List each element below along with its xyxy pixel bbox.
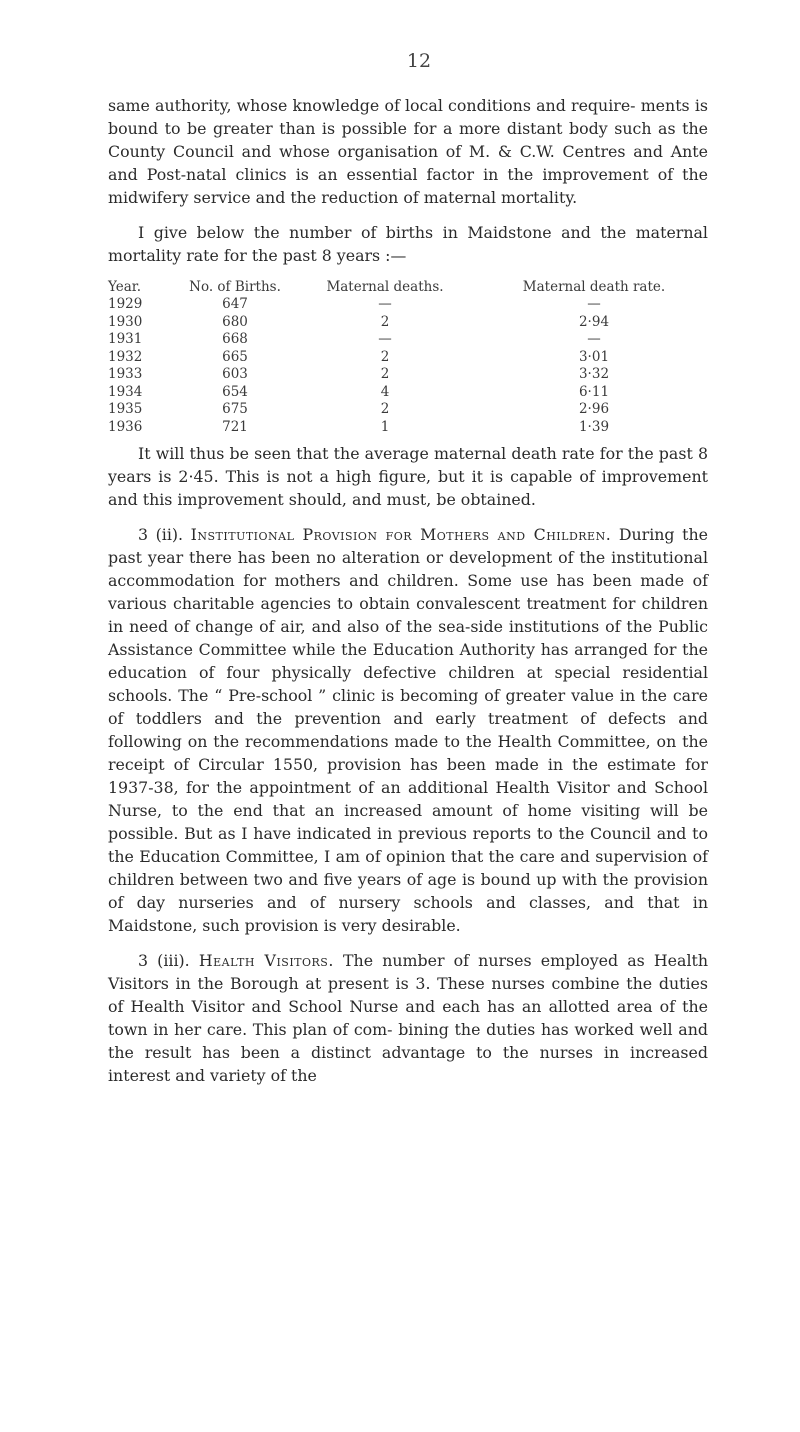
cell-rate: 3·32 bbox=[578, 366, 610, 382]
table-row bbox=[108, 401, 708, 419]
cell-deaths: 2 bbox=[380, 401, 390, 417]
section-3-ii-number: 3 (ii). bbox=[138, 525, 184, 544]
cell-year: 1934 bbox=[108, 383, 143, 400]
cell-births: 603 bbox=[222, 366, 248, 382]
paragraph-average-rate: It will thus be seen that the average maternal death rate for the past 8 years is 2·45. This is not a high figure, but it is capable of improvement and this improvement should, and must, be obtained. bbox=[108, 444, 708, 509]
table-row bbox=[108, 314, 708, 332]
cell-rate: 3·01 bbox=[578, 348, 610, 365]
cell-year: 1936 bbox=[108, 418, 143, 435]
cell-deaths: 2 bbox=[380, 313, 390, 330]
cell-year: 1929 bbox=[108, 296, 143, 312]
header-deaths: Maternal deaths. bbox=[326, 279, 444, 295]
section-3-iii-heading: Health Visitors. bbox=[198, 951, 334, 970]
section-3-iii-number: 3 (iii). bbox=[138, 951, 190, 970]
section-3-iii-body: The number of nurses employed as Health Visitors in the Borough at present is 3. These nurses combine the duties of Health Visitor and School Nurse and each has an allotted area of the town in her care. This plan of com- bining the duties has worked well and the result has been a distinct advantage to the nurses in increased interest and variety of the bbox=[108, 951, 709, 1085]
cell-deaths: — bbox=[378, 296, 392, 312]
table-row bbox=[108, 331, 708, 349]
cell-rate: — bbox=[587, 331, 601, 347]
cell-deaths: 2 bbox=[380, 366, 390, 382]
header-rate: Maternal death rate. bbox=[522, 279, 666, 295]
cell-year: 1930 bbox=[108, 313, 143, 330]
section-3-ii-body: During the past year there has been no alteration or development of the institutional accommodation for mothers and children. Some use has been made of various charitable agencies to obtain convalescent treatment for children in need of change of air, and also of the sea-side institutions of the Public Assistance Committee while the Education Authority has arranged for the education of four physically defective children at special residential schools. The “ Pre-school ” clinic is becoming of greater value in the care of toddlers and the prevention and early treatment of defects and following on the recommendations made to the Health Committee, on the receipt of Circular 1550, provision has been made in the estimate for 1937-38, for the appointment of an additional Health Visitor and School Nurse, to the end that an increased amount of home visiting will be possible. But as I have indicated in previous reports to the Council and to the Education Committee, I am of opinion that the care and supervision of children between two and five years of age is bound up with the provision of day nurseries and of nursery schools and classes, and that in Maidstone, such provision is very desirable. bbox=[108, 525, 708, 935]
table-row bbox=[108, 384, 708, 402]
table-body bbox=[108, 296, 708, 436]
table-header-row bbox=[108, 279, 708, 296]
cell-deaths: 1 bbox=[380, 418, 390, 435]
cell-births: 654 bbox=[222, 383, 248, 400]
cell-rate: 1·39 bbox=[578, 418, 610, 435]
cell-deaths: — bbox=[378, 331, 392, 347]
section-3-iii bbox=[108, 949, 708, 1087]
cell-rate: 2·96 bbox=[578, 401, 610, 417]
cell-year: 1935 bbox=[108, 401, 143, 417]
document-page bbox=[108, 50, 708, 1087]
table-row bbox=[108, 366, 708, 384]
cell-deaths: 4 bbox=[380, 383, 390, 400]
paragraph-table-intro: I give below the number of births in Maidstone and the maternal mortality rate for the past 8 years :— bbox=[108, 223, 708, 265]
cell-rate: 6·11 bbox=[578, 383, 610, 400]
cell-year: 1931 bbox=[108, 331, 143, 347]
page-number: 12 bbox=[406, 50, 432, 72]
cell-births: 668 bbox=[222, 331, 248, 347]
cell-year: 1933 bbox=[108, 366, 143, 382]
cell-rate: — bbox=[587, 296, 601, 312]
header-year: Year. bbox=[108, 279, 142, 295]
table-row bbox=[108, 419, 708, 437]
cell-births: 647 bbox=[222, 296, 248, 312]
cell-births: 665 bbox=[222, 348, 248, 365]
table-row bbox=[108, 349, 708, 367]
header-births: No. of Births. bbox=[189, 279, 281, 295]
cell-births: 721 bbox=[222, 418, 248, 435]
cell-rate: 2·94 bbox=[578, 313, 610, 330]
births-mortality-table bbox=[108, 279, 708, 436]
cell-births: 675 bbox=[222, 401, 248, 417]
cell-deaths: 2 bbox=[380, 348, 390, 365]
cell-year: 1932 bbox=[108, 348, 143, 365]
section-3-ii bbox=[108, 523, 708, 937]
table-row bbox=[108, 296, 708, 314]
section-3-ii-heading: Institutional Provision for Mothers and Children. bbox=[190, 525, 612, 544]
cell-births: 680 bbox=[222, 313, 248, 330]
paragraph-intro: same authority, whose knowledge of local conditions and require- ments is bound to be greater than is possible for a more distant body such as the County Council and whose organisation of M. & C.W. Centres and Ante and Post-natal clinics is an essential factor in the improvement of the midwifery service and the reduction of maternal mortality. bbox=[108, 96, 708, 207]
